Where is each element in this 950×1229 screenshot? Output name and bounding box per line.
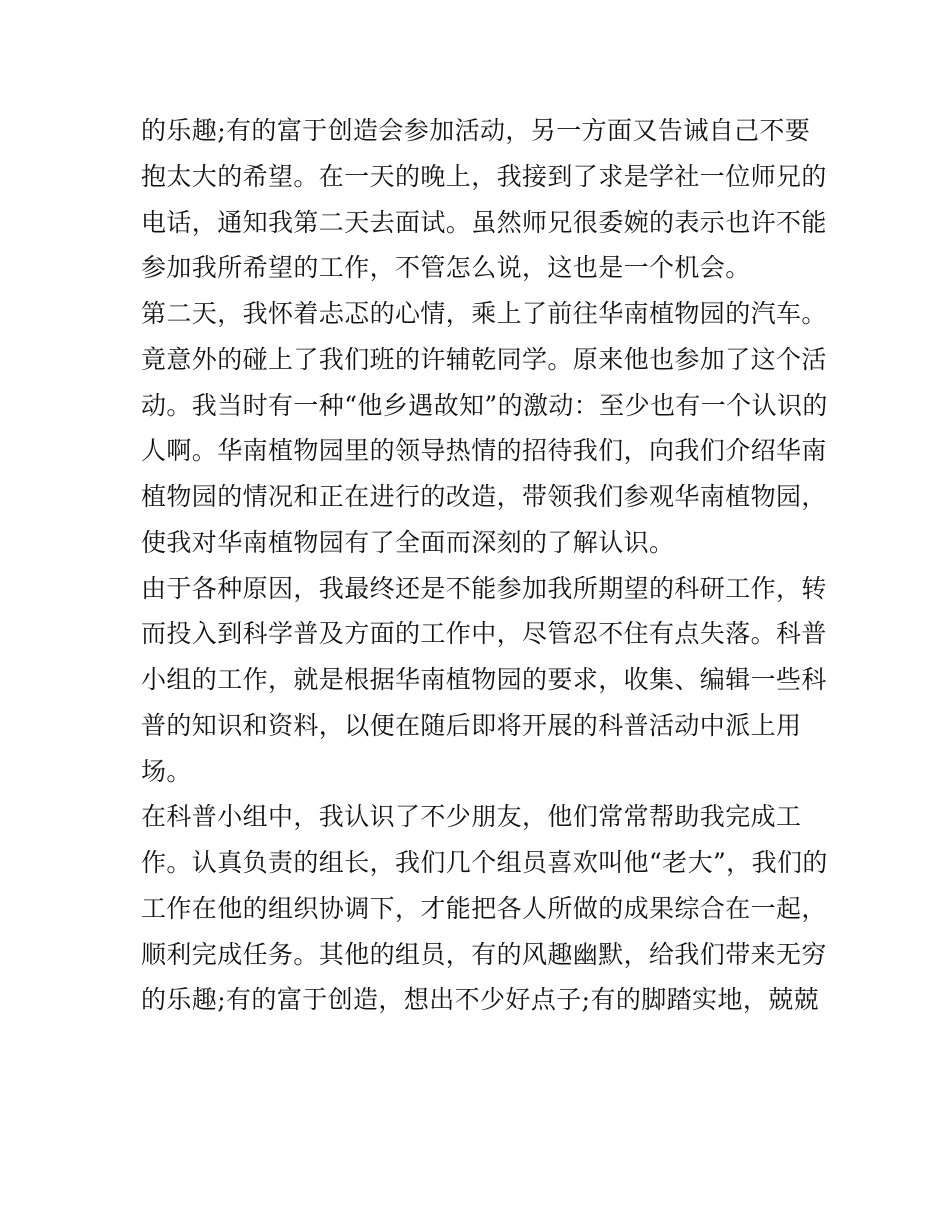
text-line: 参加我所希望的工作，不管怎么说，这也是一个机会。 (141, 253, 751, 283)
text-line: 普的知识和资料，以便在随后即将开展的科普活动中派上用 (141, 710, 802, 740)
text-line: 抱太大的希望。在一天的晚上，我接到了求是学社一位师兄的 (141, 161, 827, 191)
text-line: 顺利完成任务。其他的组员，有的风趣幽默，给我们带来无穷 (141, 939, 827, 969)
text-line: 植物园的情况和正在进行的改造，带领我们参观华南植物园， (141, 482, 827, 511)
text-line: 的乐趣;有的富于创造，想出不少好点子;有的脚踏实地，兢兢 (141, 985, 820, 1015)
text-line: 竟意外的碰上了我们班的许辅乾同学。原来他也参加了这个活 (141, 344, 827, 374)
text-line: 在科普小组中，我认识了不少朋友，他们常常帮助我完成工 (141, 802, 802, 832)
text-line: 工作在他的组织协调下，才能把各人所做的成果综合在一起， (141, 893, 827, 923)
body-text (141, 108, 828, 1023)
text-line: 使我对华南植物园有了全面而深刻的了解认识。 (141, 527, 675, 557)
text-line: 而投入到科学普及方面的工作中，尽管忍不住有点失落。科普 (141, 619, 827, 649)
text-line: 电话，通知我第二天去面试。虽然师兄很委婉的表示也许不能 (141, 207, 827, 237)
text-line: 场。 (141, 756, 192, 786)
text-line: 人啊。华南植物园里的领导热情的招待我们，向我们介绍华南 (141, 436, 827, 466)
text-line: 动。我当时有一种“他乡遇故知”的激动：至少也有一个认识的 (141, 390, 828, 420)
text-line: 小组的工作，就是根据华南植物园的要求，收集、编辑一些科 (141, 665, 827, 694)
text-line: 第二天，我怀着忐忑的心情，乘上了前往华南植物园的汽车。 (141, 299, 827, 328)
text-line: 作。认真负责的组长，我们几个组员喜欢叫他“老大”，我们的 (141, 848, 828, 877)
text-line: 的乐趣;有的富于创造会参加活动，另一方面又告诫自己不要 (141, 116, 811, 145)
text-line: 由于各种原因，我最终还是不能参加我所期望的科研工作，转 (141, 573, 827, 603)
